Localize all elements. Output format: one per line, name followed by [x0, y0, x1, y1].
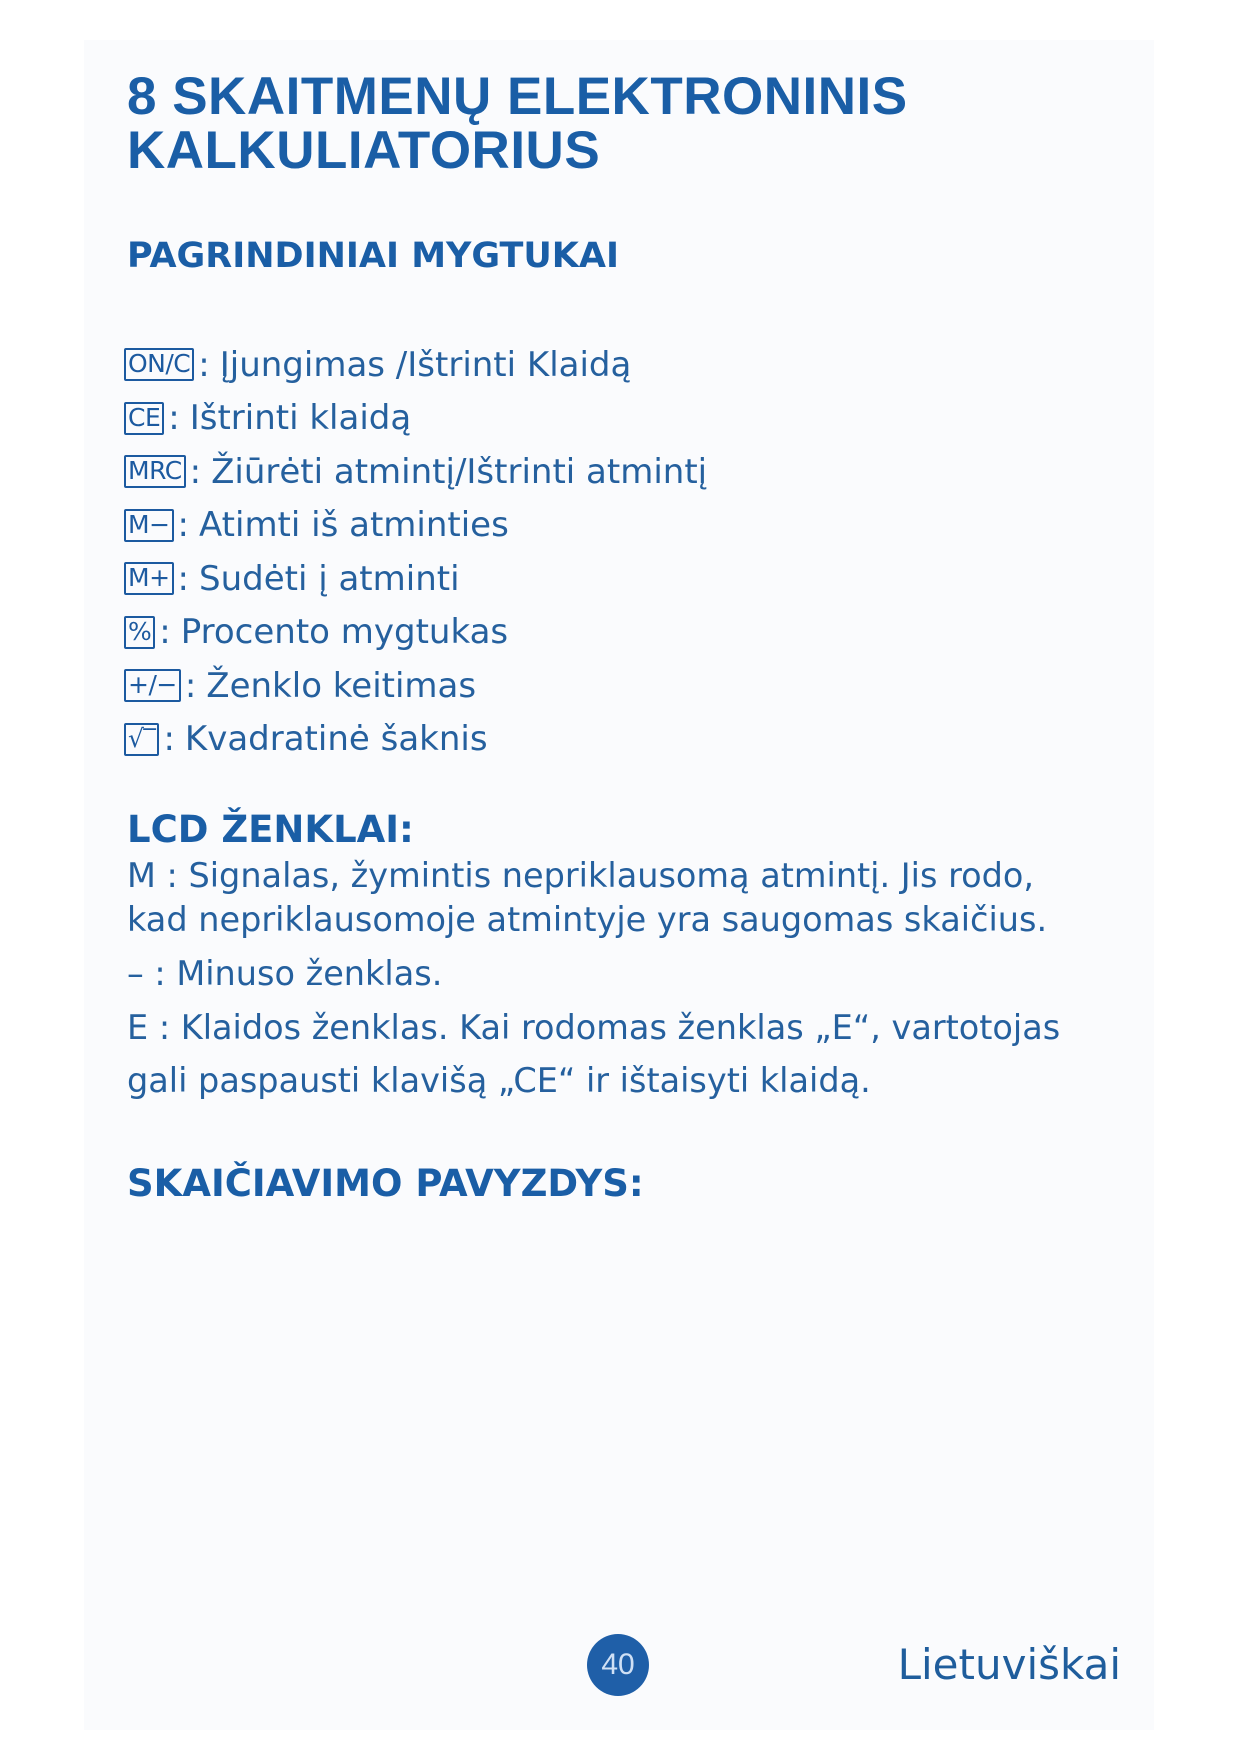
page-number-badge: 40	[587, 1634, 649, 1696]
key-row-sqrt: √‾ : Kvadratinė šaknis	[124, 713, 707, 767]
language-label: Lietuviškai	[897, 1640, 1121, 1689]
lcd-e-line-1: E : Klaidos ženklas. Kai rodomas ženklas „E“, vartotojas	[127, 1008, 1061, 1047]
mrc-key-icon: MRC	[124, 455, 186, 488]
key-description: Ištrinti klaidą	[189, 398, 412, 439]
square-root-key-icon: √‾	[124, 723, 159, 756]
lcd-m-line-2: kad nepriklausomoje atmintyje yra saugomas skaičius.	[127, 900, 1048, 939]
calc-example-heading: SKAIČIAVIMO PAVYZDYS:	[127, 1162, 644, 1205]
key-row-on-c: ON/C : Įjungimas /Ištrinti Klaidą	[124, 338, 707, 392]
key-description: Atimti iš atminties	[199, 505, 509, 546]
lcd-m-line-1: M : Signalas, žymintis nepriklausomą atmintį. Jis rodo,	[127, 856, 1035, 895]
key-list	[124, 338, 707, 766]
key-row-m-minus: M− : Atimti iš atminties	[124, 499, 707, 553]
key-row-mrc: MRC : Žiūrėti atmintį/Ištrinti atmintį	[124, 445, 707, 499]
percent-key-icon: %	[124, 616, 155, 649]
title-line-1: 8 SKAITMENŲ ELEKTRONINIS	[127, 67, 908, 126]
title-line-2: KALKULIATORIUS	[127, 121, 601, 180]
m-minus-key-icon: M−	[124, 509, 174, 542]
lcd-descriptions	[127, 854, 1127, 1108]
plus-minus-key-icon: +/−	[124, 669, 181, 702]
key-row-percent: % : Procento mygtukas	[124, 606, 707, 660]
key-description: Procento mygtukas	[180, 612, 509, 653]
m-plus-key-icon: M+	[124, 562, 174, 595]
key-description: Ženklo keitimas	[206, 665, 477, 706]
on-c-key-icon: ON/C	[124, 348, 194, 381]
keys-heading: PAGRINDINIAI MYGTUKAI	[127, 236, 620, 276]
key-row-m-plus: M+ : Sudėti į atminti	[124, 552, 707, 606]
lcd-minus: – : Minuso ženklas.	[127, 954, 443, 993]
key-row-sign: +/− : Ženklo keitimas	[124, 659, 707, 713]
page-title	[127, 67, 1027, 180]
key-description: Sudėti į atminti	[199, 558, 460, 599]
ce-key-icon: CE	[124, 402, 164, 435]
key-description: Įjungimas /Ištrinti Klaidą	[219, 344, 632, 385]
lcd-heading: LCD ŽENKLAI:	[127, 808, 414, 851]
key-row-ce: CE : Ištrinti klaidą	[124, 392, 707, 446]
key-description: Kvadratinė šaknis	[184, 719, 488, 760]
key-description: Žiūrėti atmintį/Ištrinti atmintį	[211, 451, 708, 492]
lcd-e-line-2: gali paspausti klavišą „CE“ ir ištaisyti klaidą.	[127, 1061, 871, 1100]
